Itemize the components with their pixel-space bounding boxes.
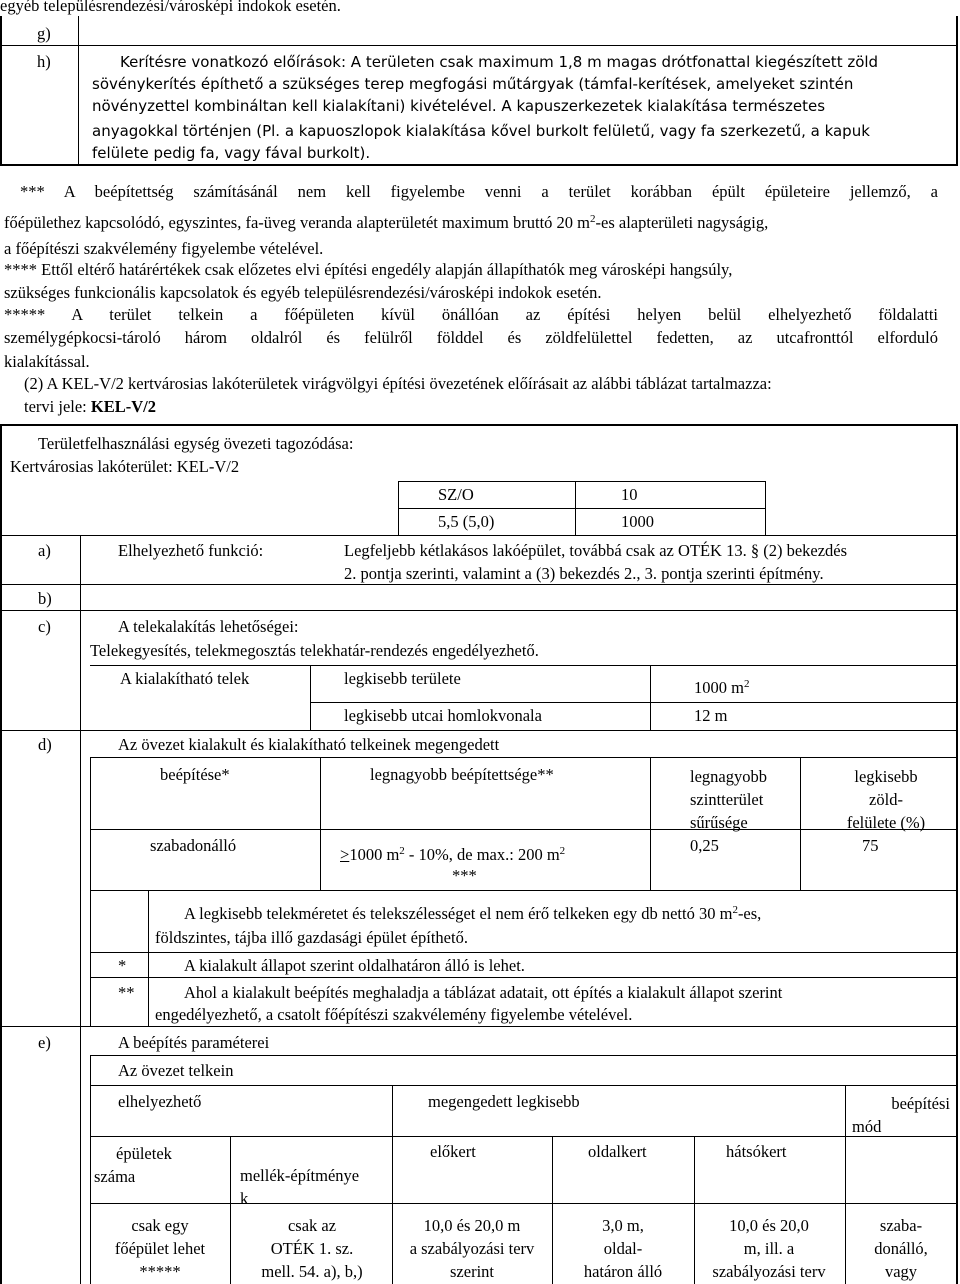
top-fragment: egyéb településrendezési/városképi indokok esetén. [0,0,341,15]
row-a-title: Elhelyezhető funkció: [118,541,264,560]
note-3-line3: a főépítészi szakvélemény figyelembe vételével. [4,239,324,258]
zone-table-row-divider [0,610,958,611]
zone-table-header2: Kertvárosias lakóterület: KEL-V/2 [10,457,240,476]
col-min-green: legkisebb zöld- felülete (%) [846,767,926,832]
note-5-line3: kialakítással. [4,352,90,371]
d-note1-mark: * [118,956,127,975]
d-note-main-line2: földszintes, tájba illő gazdasági épület építhető. [155,928,468,947]
zone-table-row-divider [0,535,958,536]
params-table-line [392,1085,393,1284]
density-table-line [650,757,651,890]
params-table-line [90,1203,956,1204]
zone-table-row-divider [0,584,958,585]
zone-table-border-top [0,424,958,426]
d-note-main-line1: A legkisebb telekméretet és telekszélességet el nem érő telkeken egy db nettó 30 $m^2-es$, [184,904,762,923]
h-text-line: Kerítésre vonatkozó előírások: A területen csak maximum 1,8 m magas drótfonattal kiegészített zöld [120,53,879,71]
col-rear-yard: hátsókert [726,1142,787,1161]
density-table-line [320,757,321,890]
h-text-line: felülete pedig fa, vagy fával burkolt). [92,144,371,162]
szo-box-line [398,508,766,509]
col-min-allowed: megengedett legkisebb [428,1092,580,1111]
zone-table-label-col [80,535,81,1284]
ratio-value: 1000 [621,512,654,531]
row-c-title: A telekalakítás lehetőségei: [118,617,299,636]
d-note2-text: engedélyezhető, a csatolt főépítészi szakvélemény figyelembe vételével. [155,1005,633,1024]
params-table-line [552,1136,553,1284]
row-b-label: b) [38,589,52,608]
density-table-line [800,757,801,890]
note-4-line1: **** Ettől eltérő határértékek csak előzetes elvi építési engedély alapján állapíthatók meg városképi hangsúly, [4,260,733,279]
min-area-value: 1000 $m^2$ [694,678,750,697]
col-aux-buildings: mellék-építménye k [240,1166,360,1208]
min-front-value: 12 m [694,706,728,725]
h-table-border-right [956,16,958,165]
min-front-label: legkisebb utcai homlokvonala [344,706,542,725]
val-front-yard: 10,0 és 20,0 m a szabályozási terv szerint [409,1216,535,1281]
detached-density: 0,25 [690,836,719,855]
col-build-mode: beépítési mód [852,1094,950,1136]
row-c-text: Telekegyesítés, telekmegosztás telekhatár-rendezés engedélyezhető. [90,641,539,660]
plot-table-line [650,665,651,730]
density-table-line [90,829,956,830]
row-d-title: Az övezet kialakult és kialakítható telkeinek megengedett [118,735,500,754]
params-table-line [90,1136,956,1137]
min-area-label: legkisebb területe [344,669,461,688]
zone-table-row-divider [0,730,958,731]
d-notes-line [90,977,956,978]
d-note2-text: Ahol a kialakult beépítés meghaladja a táblázat adatait, ott építés a kialakult állapot szerint [184,983,783,1002]
h-table-divider-row [0,45,958,46]
density-table-line [90,757,91,890]
plot-table-line [310,665,311,730]
d-note1-text: A kialakult állapot szerint oldalhatáron álló is lehet. [184,956,525,975]
col-side-yard: oldalkert [588,1142,647,1161]
section-2-intro: (2) A KEL-V/2 kertvárosias lakóterületek virágvölgyi építési övezetének előírásait az alábbi táblázat tartalmazza: [24,374,772,393]
plot-label: A kialakítható telek [120,669,250,688]
szo-label: SZ/O [438,485,474,504]
col-max-density: legnagyobb szintterület sűrűsége [690,767,767,832]
ratio-label: 5,5 (5,0) [438,512,495,531]
row-a-label: a) [38,541,51,560]
d-note2-mark: ** [118,983,135,1002]
plot-table-line [310,702,956,703]
col-front-yard: előkert [430,1142,476,1161]
h-label: h) [37,52,51,71]
note-5-line2: személygépkocsi-tároló három oldalról és felülről földdel és zöldfelülettel fedetten, az utcafronttól elforduló [4,328,938,347]
zone-table-border-left [0,424,2,1284]
row-e-sub: Az övezet telkein [118,1061,234,1080]
val-build-mode: szaba- donálló, vagy [874,1216,928,1281]
plot-table-line [90,665,956,666]
params-table-line [90,1055,91,1284]
col-buildup: beépítése* [160,765,230,784]
zone-table-border-right [956,424,958,1284]
val-rear-yard: 10,0 és 20,0 m, ill. a szabályozási terv [712,1216,826,1281]
params-table-line [230,1136,231,1284]
detached-label: szabadonálló [150,836,237,855]
section-2-code-line: tervi jele: KEL-V/2 [24,397,156,416]
note-4-line2: szükséges funkcionális kapcsolatok és egyéb településrendezési/városképi indokok esetén. [4,283,602,302]
params-table-line [90,1055,956,1056]
h-table-border-bottom [0,164,958,166]
val-side-yard: 3,0 m, oldal- határon álló [583,1216,663,1281]
d-notes-line [90,890,91,1026]
note-3-line2: főépülethez kapcsolódó, egyszintes, fa-üveg veranda alapterületét maximum bruttó 20 $m^2-es$ alapterületi nagyságig, [4,213,769,232]
val-aux-buildings: csak az OTÉK 1. sz. mell. 54. a), b,) [261,1216,363,1281]
szo-value: 10 [621,485,638,504]
row-a-text: 2. pontja szerinti, valamint a (3) bekezdés 2., 3. pontja szerinti építmény. [344,564,824,583]
row-a-text: Legfeljebb kétlakásos lakóépület, továbbá csak az OTÉK 13. § (2) bekezdés [344,541,848,560]
g-label: g) [37,24,51,43]
h-table-border-left [0,16,2,165]
params-table-line [845,1085,846,1284]
h-text-line: növényzettel kombináltan kell kialakítani) kivételével. A kapuszerkezetek kialakítása természetes [92,97,826,115]
col-placeable: elhelyezhető [118,1092,202,1111]
zone-table-header1: Területfelhasználási egység övezeti tagozódása: [38,434,354,453]
params-table-line [90,1085,956,1086]
detached-coverage-note-mark: *** [452,866,477,885]
col-max-coverage: legnagyobb beépítettsége** [370,765,554,784]
val-buildings: csak egy főépület lehet ***** [114,1216,206,1281]
zone-code: KEL-V/2 [90,397,156,416]
d-notes-line [148,890,149,1026]
density-table-line [90,890,956,891]
note-5-line1: ***** A terület telkein a főépületen kívül önállóan az építési helyen belül elhelyezhető földalatti [4,305,938,324]
col-buildings: épületek száma [94,1144,172,1186]
d-notes-line [90,952,956,953]
h-table-divider-col [78,16,79,165]
row-e-label: e) [38,1033,51,1052]
detached-coverage: >1000 $m^2 - 10\%$, de max.: 200 $m^2$ [340,845,566,864]
note-3-line1: *** A beépítettség számításánál nem kell figyelembe venni a terület korábban épült épületeire jellemző, a [20,182,938,201]
row-c-label: c) [38,617,51,636]
h-text-line: sövénykerítés építhető a szükséges terep megfogási műtárgyak (támfal-kerítések, amelyeket szintén [92,75,854,93]
szo-box-line [398,481,766,482]
row-d-label: d) [38,735,52,754]
params-table-line [694,1136,695,1284]
row-e-title: A beépítés paraméterei [118,1033,270,1052]
h-text-line: anyagokkal történjen (Pl. a kapuoszlopok kialakítása kővel burkolt felületű, vagy fa szerkezetű, a kapuk [92,122,870,140]
detached-green: 75 [862,836,879,855]
density-table-line [90,757,956,758]
zone-table-row-divider [0,1026,958,1027]
